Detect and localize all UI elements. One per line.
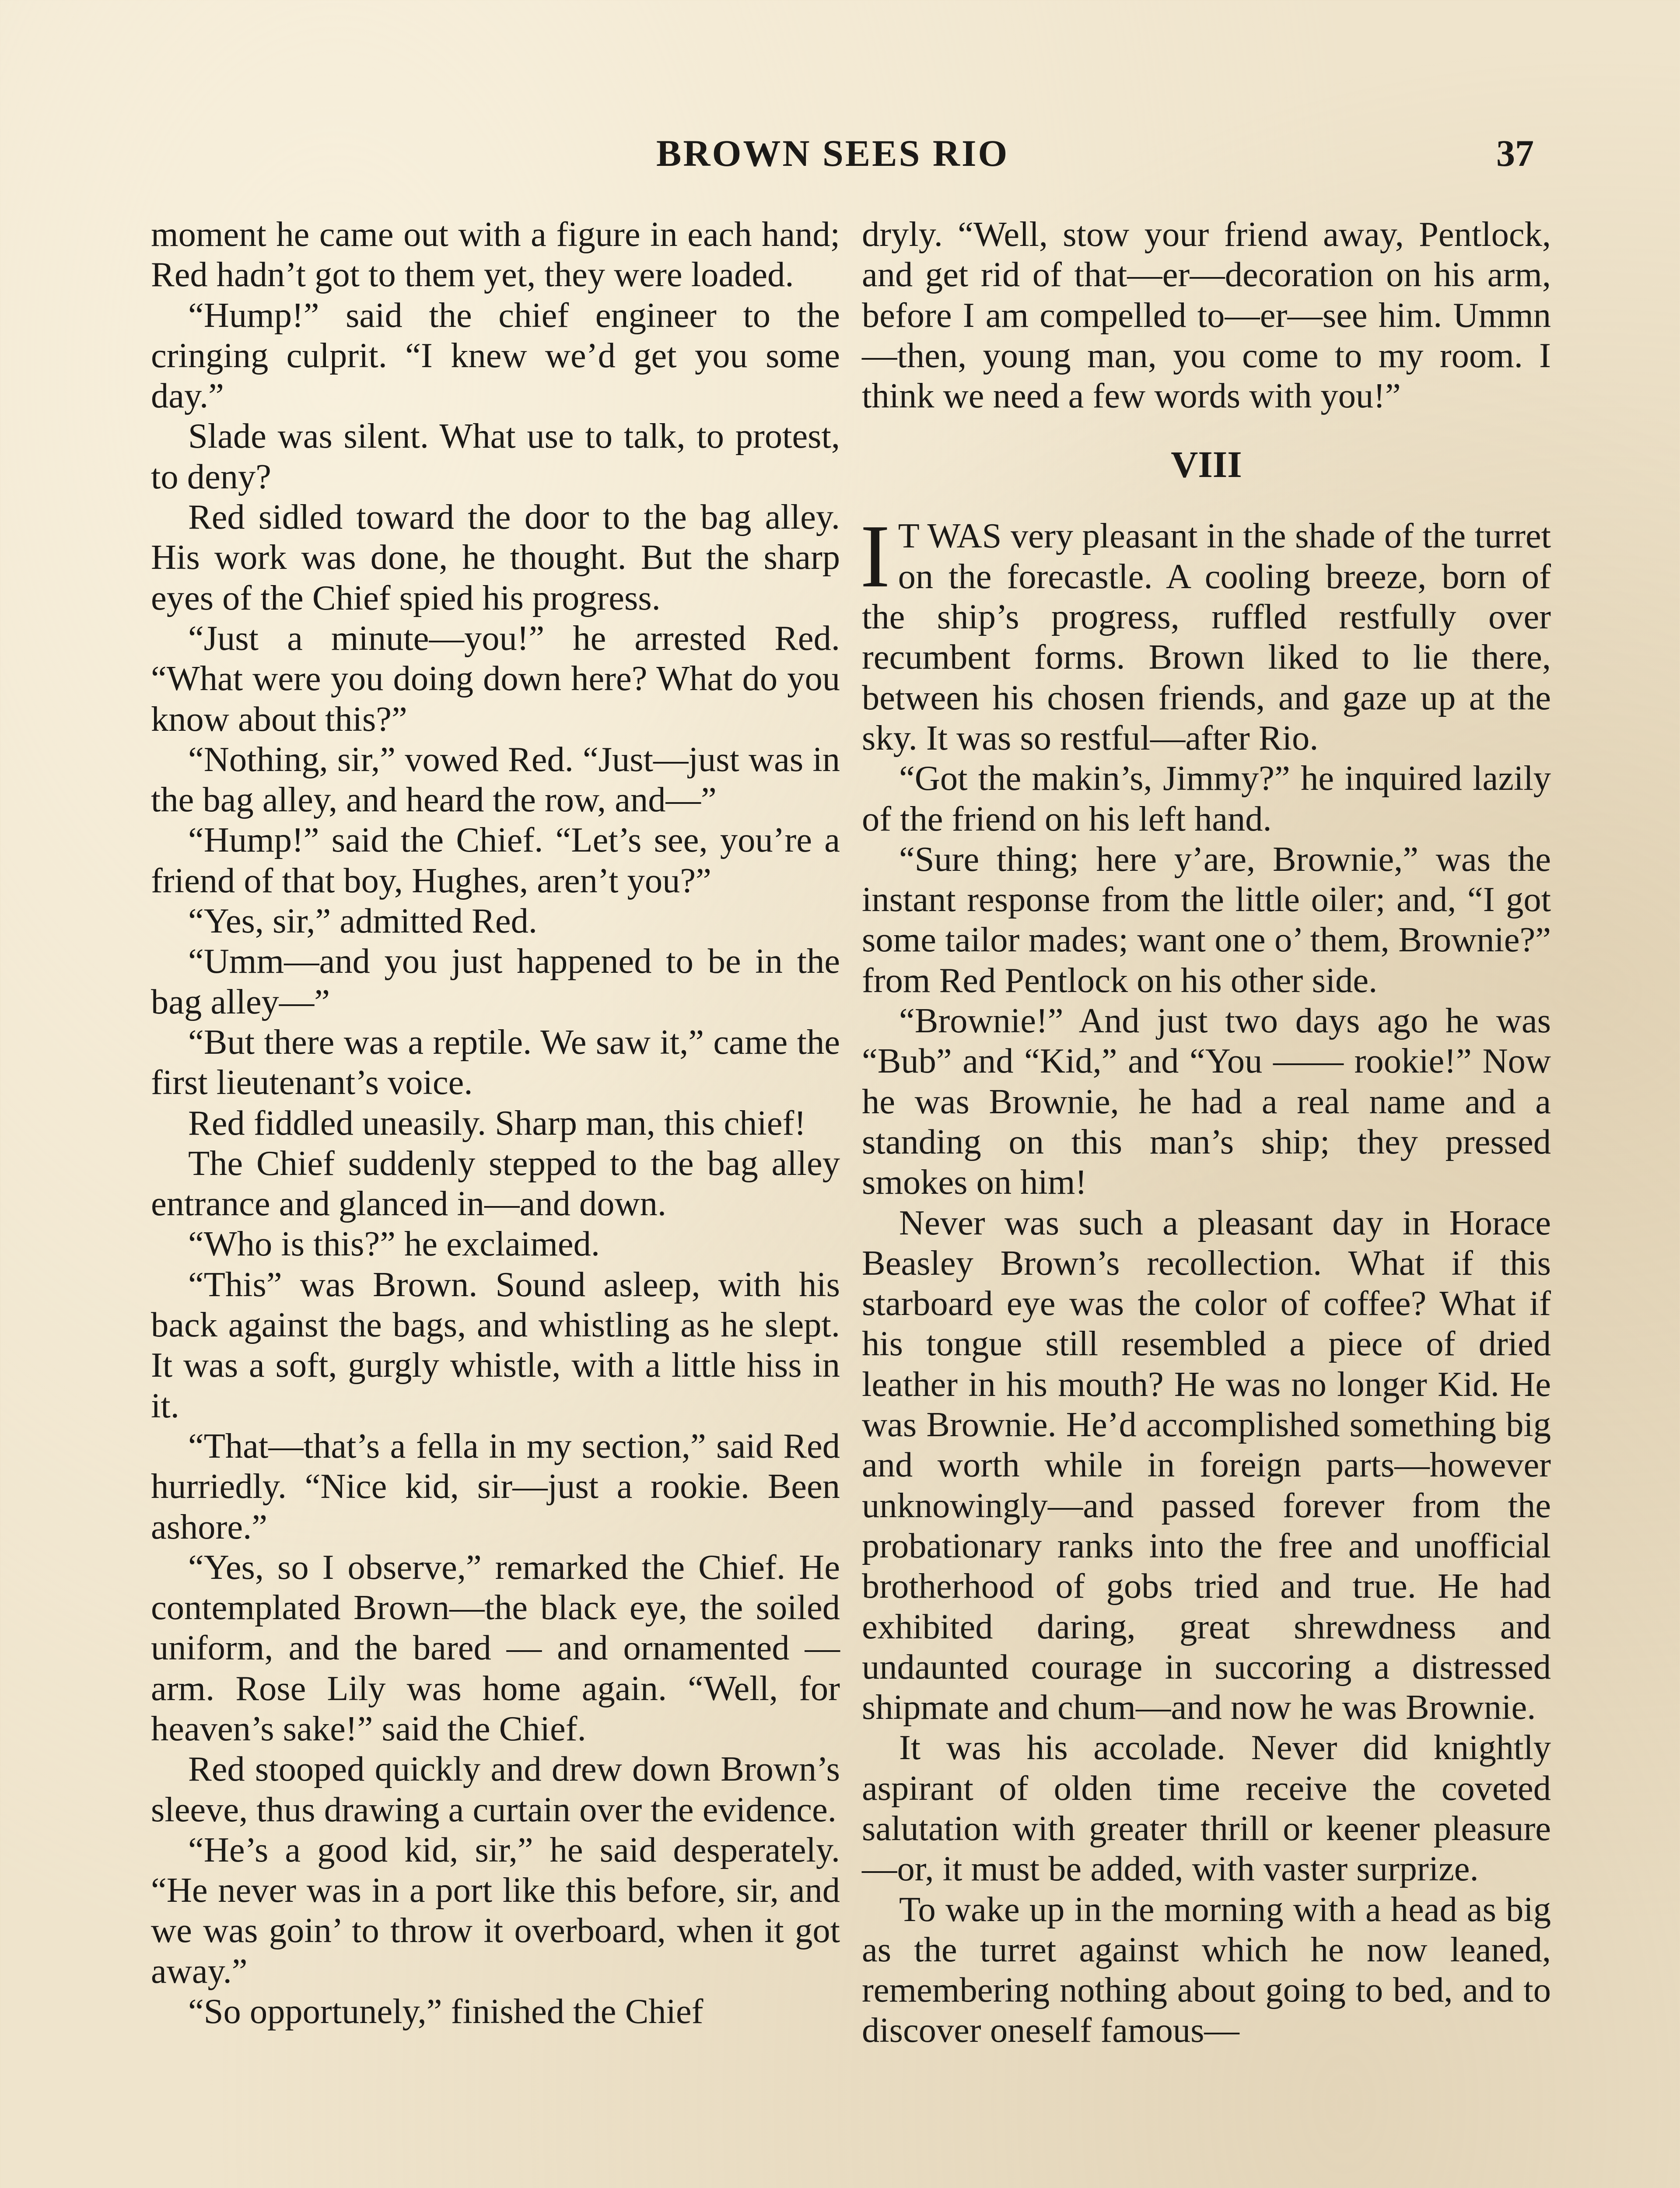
paragraph: It was his accolade. Never did knightly aspirant of olden time receive the coveted salutation with greater thrill or keener pleasure—or, it must be added, with vaster surprize. — [862, 1728, 1551, 1889]
paragraph: “Hump!” said the Chief. “Let’s see, you’re a friend of that boy, Hughes, aren’t you?” — [151, 820, 840, 900]
paragraph: To wake up in the morning with a head as big as the turret against which he now leaned, remembering nothing about going to bed, and to discover oneself famous— — [862, 1890, 1551, 2050]
running-title: BROWN SEES RIO — [656, 132, 1009, 174]
page-number: 37 — [1496, 132, 1534, 174]
paragraph: “This” was Brown. Sound asleep, with his back against the bags, and whistling as he slept. It was a soft, gurgly whistle, with a little hiss in it. — [151, 1265, 840, 1425]
paragraph: “Sure thing; here y’are, Brownie,” was the instant response from the little oiler; and, “I got some tailor mades; want one o’ them, Brownie?” from Red Pentlock on his other side. — [862, 839, 1551, 1000]
paragraph: “Yes, so I observe,” remarked the Chief. He contemplated Brown—the black eye, the soiled uniform, and the bared — and ornamented — arm. Rose Lily was home again. “Well, for heaven’s sake!” said the Chief. — [151, 1547, 840, 1748]
paragraph-text: T WAS very pleasant in the shade of the turret on the forecastle. A cooling breeze, born of the ship’s progress, ruffled restfully over recumbent forms. Brown liked to lie there, between his chosen friends, and gaze up at the sky. It was so restful—after Rio. — [862, 516, 1551, 757]
paragraph: The Chief suddenly stepped to the bag alley entrance and glanced in—and down. — [151, 1143, 840, 1224]
right-column — [862, 214, 1551, 2051]
paragraph: Slade was silent. What use to talk, to protest, to deny? — [151, 417, 840, 496]
paragraph: “Brownie!” And just two days ago he was “Bub” and “Kid,” and “You —— rookie!” Now he was Brownie, he had a real name and a standing on this man’s ship; they pressed smokes on him! — [862, 1001, 1551, 1202]
paragraph: Red sidled toward the door to the bag alley. His work was done, he thought. But the sharp eyes of the Chief spied his progress. — [151, 498, 840, 617]
paragraph: Red stooped quickly and drew down Brown’s sleeve, thus drawing a curtain over the evidence. — [151, 1750, 840, 1829]
paragraph: moment he came out with a figure in each hand; Red hadn’t got to them yet, they were loaded. — [151, 215, 840, 295]
paragraph: “Yes, sir,” admitted Red. — [188, 901, 537, 941]
paragraph: dryly. “Well, stow your friend away, Pentlock, and get rid of that—er—decoration on his arm, before I am compelled to—er—see him. Ummn—then, young man, you come to my room. I think we need a few words with you!” — [862, 215, 1551, 416]
left-column — [151, 214, 840, 2032]
running-head — [0, 131, 1680, 179]
paragraph: “Got the makin’s, Jimmy?” he inquired lazily of the friend on his left hand. — [862, 759, 1551, 838]
paragraph: “But there was a reptile. We saw it,” came the first lieutenant’s voice. — [151, 1022, 840, 1102]
paragraph: “Who is this?” he exclaimed. — [188, 1224, 600, 1264]
paragraph: “So opportunely,” finished the Chief — [188, 1992, 704, 2031]
paragraph: “He’s a good kid, sir,” he said desperately. “He never was in a port like this before, sir, and we was goin’ to throw it overboard, when it got away.” — [151, 1830, 840, 1991]
paragraph: “Hump!” said the chief engineer to the cringing culprit. “I knew we’d get you some day.” — [151, 295, 840, 416]
chapter-heading: VIII — [1171, 443, 1242, 486]
drop-cap: I — [860, 506, 890, 607]
paragraph: “Umm—and you just happened to be in the bag alley—” — [151, 942, 840, 1021]
paragraph: Red fiddled uneasily. Sharp man, this chief! — [188, 1103, 806, 1143]
paragraph: “Just a minute—you!” he arrested Red. “What were you doing down here? What do you know about this?” — [151, 618, 840, 739]
paragraph: “Nothing, sir,” vowed Red. “Just—just was in the bag alley, and heard the row, and—” — [151, 740, 840, 820]
paragraph: “That—that’s a fella in my section,” said Red hurriedly. “Nice kid, sir—just a rookie. Been ashore.” — [151, 1426, 840, 1546]
chapter-opening-paragraph — [860, 506, 1551, 758]
paragraph: Never was such a pleasant day in Horace Beasley Brown’s recollection. What if this starboard eye was the color of coffee? What if his tongue still resembled a piece of dried leather in his mouth? He was no longer Kid. He was Brownie. He’d accomplished something big and worth while in foreign parts—however unknowingly—and passed forever from the probationary ranks into the free and unofficial brotherhood of gobs tried and true. He had exhibited daring, great shrewdness and undaunted courage in succoring a distressed shipmate and chum—and now he was Brownie. — [862, 1203, 1551, 1727]
